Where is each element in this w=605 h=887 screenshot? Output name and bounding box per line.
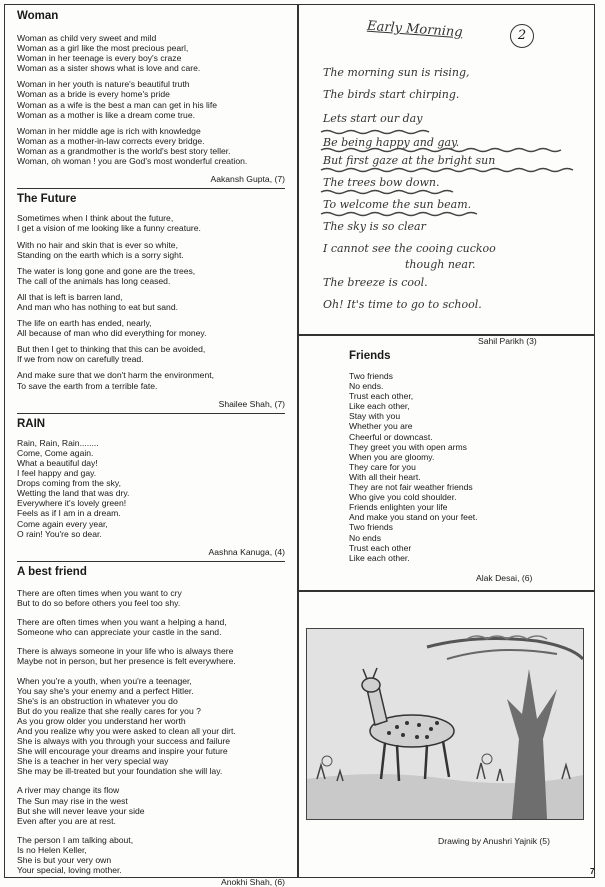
poem-body — [17, 213, 285, 390]
poem-line: The water is long gone and gone are the trees, — [17, 265, 196, 276]
poem-friends — [349, 350, 579, 563]
page-number: 7 — [590, 867, 595, 876]
poem-line: Standing on the earth which is a sorry sight. — [17, 249, 184, 260]
stanza — [17, 266, 285, 286]
handwritten-number: 2 — [517, 28, 527, 43]
left-column — [17, 10, 285, 887]
poem-line: There are often times when you want to cry — [17, 587, 182, 598]
poem-line: Even after you are at rest. — [17, 815, 116, 826]
poem-line: To save the earth from a terrible fate. — [17, 380, 158, 391]
stanza — [17, 292, 285, 312]
poem-body — [17, 438, 285, 539]
poem-title: RAIN — [17, 417, 46, 430]
poem-line: Woman as a girl like the most precious pearl, — [17, 43, 189, 54]
poem-line: Woman as a bride is every home's pride — [17, 89, 170, 100]
poem-line: Your special, loving mother. — [17, 865, 122, 876]
poem-line: Is no Helen Keller, — [17, 844, 87, 855]
poem-line: Woman as a mother-in-law corrects every bridge. — [17, 135, 205, 146]
poem-line: They care for you — [349, 461, 416, 472]
poem-line: The Sun may rise in the west — [17, 795, 128, 806]
poem-line: She is but your very own — [17, 855, 112, 865]
stanza — [17, 370, 285, 390]
poem-line: The life on earth has ended, nearly, — [17, 318, 152, 329]
poem-line: And make you stand on your feet. — [349, 512, 478, 523]
poem-body — [17, 588, 285, 875]
poem-line: Come again every year, — [17, 518, 108, 529]
poem-line: The call of the animals has long ceased. — [17, 275, 171, 286]
poem-the-future — [17, 193, 285, 414]
handwritten-line: But first gaze at the bright sun — [323, 154, 496, 167]
poem-line: Wetting the land that was dry. — [17, 488, 130, 499]
handwritten-line: Oh! It's time to go to school. — [323, 298, 482, 311]
poem-line: She may be ill-treated but your foundation she will lay. — [17, 766, 223, 777]
poem-line: Woman as a sister shows what is love and care. — [17, 63, 201, 74]
handwritten-line: Lets start our day — [323, 112, 423, 125]
stanza — [17, 33, 285, 73]
stanza — [17, 344, 285, 364]
handwritten-line: To welcome the sun beam. — [323, 198, 472, 211]
poem-line: Woman as a wife is the best a man can get in his life — [17, 99, 217, 110]
poem-line: No ends — [349, 532, 382, 543]
right-separator-bottom — [297, 590, 595, 592]
poem-line: Woman as a grandmother is the world's best story teller. — [17, 145, 231, 156]
handwritten-poem-early-morning — [315, 8, 585, 326]
poem-line: Trust each other, — [349, 391, 414, 402]
poem-line: All that is left is barren land, — [17, 291, 123, 302]
poem-line: But she will never leave your side — [17, 805, 145, 816]
poem-line: And make sure that we don't harm the environment, — [17, 370, 215, 381]
stanza — [17, 646, 285, 666]
handwritten-title: Early Morning — [366, 18, 464, 41]
poem-line: She is always with you through your success and failure — [17, 736, 231, 747]
poem-line: Someone who can appreciate your castle in the sand. — [17, 627, 222, 638]
poem-line: Drops coming from the sky, — [17, 478, 121, 489]
poem-line: When you're a youth, when you're a teenager, — [17, 675, 192, 686]
poem-line: With no hair and skin that is ever so white, — [17, 239, 178, 250]
poem-line: Woman, oh woman ! you are God's most wonderful creation. — [17, 156, 248, 167]
poem-line: No ends. — [349, 381, 384, 392]
poem-line: With all their heart. — [349, 471, 421, 482]
poem-title: Friends — [349, 350, 391, 362]
poem-line: They greet you with open arms — [349, 441, 467, 452]
poem-line: I feel happy and gay. — [17, 468, 97, 479]
poem-line: But to do so before others you feel too shy. — [17, 598, 181, 609]
poem-line: When you are gloomy. — [349, 451, 435, 462]
poem-line: Who give you cold shoulder. — [349, 492, 457, 503]
poem-line: Everywhere it's lovely green! — [17, 498, 127, 509]
section-separator — [17, 188, 285, 189]
poem-line: Cheerful or downcast. — [349, 431, 433, 442]
handwritten-line: The sky is so clear — [323, 220, 426, 233]
poem-line: Rain, Rain, Rain........ — [17, 437, 99, 448]
poem-line: But do you realize that she really cares for you ? — [17, 705, 201, 716]
handwritten-line: though near. — [405, 258, 476, 271]
poem-line: Woman in her middle age is rich with knowledge — [17, 125, 201, 136]
handwritten-line: I cannot see the cooing cuckoo — [323, 242, 496, 255]
poem-line: Like each other, — [349, 401, 410, 412]
poem-line: She will encourage your dreams and inspire your future — [17, 746, 228, 757]
handwritten-line: The breeze is cool. — [323, 276, 428, 289]
poem-line: Two friends — [349, 371, 393, 381]
poem-line: They are not fair weather friends — [349, 482, 473, 493]
poem-line: And you realize why you were asked to clean all your dirt. — [17, 725, 236, 736]
poem-author: Shailee Shah, (7) — [218, 398, 285, 409]
poem-line: If we from now on carefully tread. — [17, 354, 144, 365]
stanza — [17, 617, 285, 637]
handwritten-line: Be being happy and gay. — [323, 136, 460, 149]
poem-title: Woman — [17, 10, 59, 22]
poem-author: Aakansh Gupta, (7) — [210, 174, 285, 185]
poem-line: The person I am talking about, — [17, 834, 134, 845]
poem-author: Sahil Parikh (3) — [478, 336, 537, 346]
column-divider — [297, 4, 299, 878]
stanza — [17, 835, 285, 875]
poem-a-best-friend — [17, 566, 285, 887]
section-separator — [17, 413, 285, 414]
stanza — [17, 213, 285, 233]
poem-line: Come, Come again. — [17, 447, 94, 458]
stanza — [17, 785, 285, 825]
poem-line: What a beautiful day! — [17, 458, 98, 468]
stanza — [17, 79, 285, 119]
stanza — [17, 240, 285, 260]
poem-line: A river may change its flow — [17, 785, 120, 796]
scribble-underline-marks — [315, 8, 585, 326]
poem-woman — [17, 10, 285, 189]
poem-line: Woman in her youth is nature's beautiful truth — [17, 79, 190, 90]
poem-line: O rain! You're so dear. — [17, 528, 102, 539]
drawing-caption: Drawing by Anushri Yajnik (5) — [438, 836, 550, 846]
poem-line: Sometimes when I think about the future, — [17, 213, 174, 224]
poem-title: A best friend — [17, 565, 87, 578]
poem-line: Woman as child very sweet and mild — [17, 33, 157, 43]
poem-line: There are often times when you want a helping a hand, — [17, 617, 227, 628]
handwritten-line: The morning sun is rising, — [323, 66, 470, 79]
deer-drawing-icon — [307, 629, 583, 819]
poem-author: Alak Desai, (6) — [476, 573, 533, 583]
poem-line: Woman as a mother is like a dream come true. — [17, 109, 195, 120]
poem-body — [349, 371, 579, 563]
poem-line: Maybe not in person, but her presence is felt everywhere. — [17, 656, 236, 667]
poem-line: Whether you are — [349, 421, 413, 432]
poem-line: Woman in her teenage is every boy's craze — [17, 53, 182, 64]
poem-line: You say she's your enemy and a perfect Hitler. — [17, 685, 194, 696]
poem-author: Aashna Kanuga, (4) — [208, 546, 285, 557]
poem-line: But then I get to thinking that this can be avoided, — [17, 344, 206, 355]
poem-line: Friends enlighten your life — [349, 502, 448, 513]
poem-author: Anokhi Shah, (6) — [220, 877, 285, 887]
stanza — [17, 126, 285, 166]
poem-line: Feels as if I am in a dream. — [17, 508, 121, 519]
section-separator — [17, 561, 285, 562]
poem-line: She is a teacher in her very special way — [17, 756, 169, 767]
poem-line: I get a vision of me looking like a funny creature. — [17, 223, 201, 234]
poem-line: And man who has nothing to eat but sand. — [17, 301, 179, 312]
pencil-drawing-deer — [306, 628, 584, 820]
poem-line: Like each other. — [349, 552, 410, 563]
stanza — [17, 676, 285, 777]
poem-line: As you grow older you understand her worth — [17, 715, 186, 726]
stanza — [17, 588, 285, 608]
poem-line: Trust each other — [349, 542, 412, 553]
poem-line: All because of man who did everything for money. — [17, 328, 207, 339]
poem-line: There is always someone in your life who is always there — [17, 646, 234, 657]
poem-line: She's is an obstruction in whatever you do — [17, 695, 178, 706]
poem-line: Stay with you — [349, 411, 401, 422]
poem-body — [17, 33, 285, 166]
poem-rain — [17, 418, 285, 562]
stanza — [17, 318, 285, 338]
right-separator-top — [297, 334, 595, 336]
poem-title: The Future — [17, 193, 77, 206]
poem-line: Two friends — [349, 522, 393, 533]
handwritten-line: The trees bow down. — [323, 176, 440, 189]
handwritten-line: The birds start chirping. — [323, 88, 460, 101]
